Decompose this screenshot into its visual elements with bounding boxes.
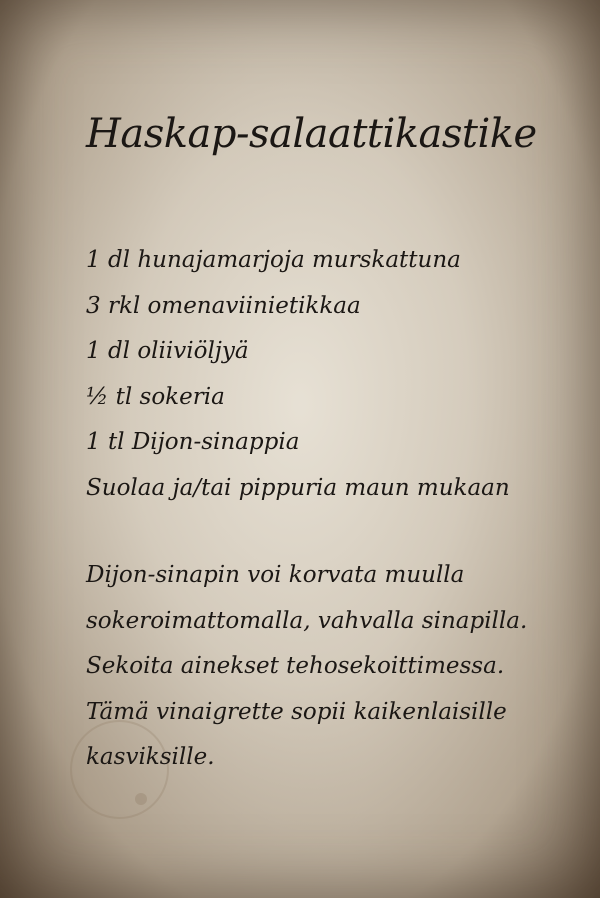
ingredient-item: 1 tl Dijon-sinappia (86, 429, 300, 455)
ingredient-item: 1 dl hunajamarjoja murskattuna (86, 247, 461, 273)
instruction-line: sokeroimattomalla, vahvalla sinapilla. (86, 607, 528, 634)
instruction-line: kasviksille. (86, 744, 215, 770)
ingredient-list (86, 238, 566, 511)
instruction-line: Tämä vinaigrette sopii kaikenlaisille (86, 698, 507, 725)
ink-spot-stain (135, 793, 147, 805)
recipe-card (86, 100, 566, 781)
ingredient-item: 1 dl oliiviöljyä (86, 338, 249, 364)
ingredient-item: ½ tl sokeria (86, 383, 225, 410)
instructions-paragraph (86, 553, 566, 781)
instruction-line: Sekoita ainekset tehosekoittimessa. (86, 653, 505, 679)
ingredient-item: 3 rkl omenaviinietikkaa (86, 292, 361, 319)
recipe-title: Haskap-salaattikastike (86, 111, 537, 157)
instruction-line: Dijon-sinapin voi korvata muulla (86, 562, 465, 588)
ingredient-item: Suolaa ja/tai pippuria maun mukaan (86, 474, 510, 501)
